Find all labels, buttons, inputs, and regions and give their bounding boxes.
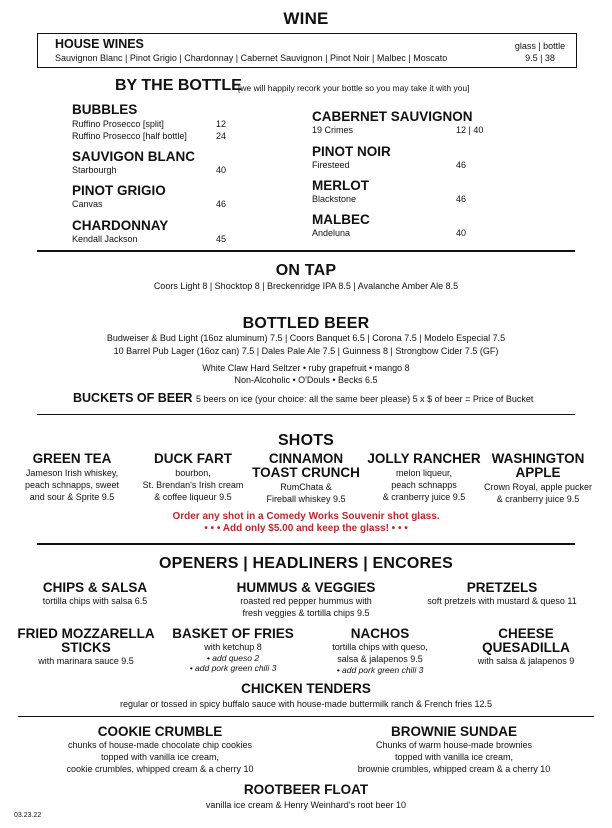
food-desc: roasted red pepper hummus with xyxy=(240,596,372,606)
food-name: COOKIE CRUMBLE xyxy=(97,724,223,739)
food-desc: regular or tossed in spicy buffalo sauce with house-made buttermilk ranch & French fries 12.5 xyxy=(119,699,493,709)
shots-title: SHOTS xyxy=(277,432,335,449)
food-addon: • add queso 2 xyxy=(206,653,260,663)
bottled-line-1: Budweiser & Bud Light (16oz aluminum) 7.5 | Coors Banquet 6.5 | Corona 7.5 | Modelo Especial 7.5 xyxy=(106,333,506,343)
shot-washington-apple xyxy=(476,452,600,505)
food-desc: soft pretzels with mustard & queso 11 xyxy=(427,596,577,606)
shot-name-2: APPLE xyxy=(515,465,561,480)
shot-name: GREEN TEA xyxy=(32,451,112,466)
shot-desc: Jameson Irish whiskey, xyxy=(25,468,119,478)
cabernet-item: 19 Crimes xyxy=(312,125,354,135)
food-desc: cookie crumbles, whipped cream & a cherry 10 xyxy=(66,764,254,774)
bottled-line-4: Non-Alcoholic • O'Douls • Becks 6.5 xyxy=(234,375,378,385)
food-addon: • add pork green chili 3 xyxy=(189,663,277,673)
food-name: BASKET OF FRIES xyxy=(172,626,294,641)
food-name: NACHOS xyxy=(350,626,410,641)
bubbles-price-1: 12 xyxy=(216,119,227,129)
food-desc: vanilla ice cream & Henry Weinhard's root beer 10 xyxy=(205,800,407,810)
shot-desc: & coffee liqueur 9.5 xyxy=(154,492,232,502)
shot-jolly-rancher xyxy=(365,452,483,503)
tap-list: Coors Light 8 | Shocktop 8 | Breckenridge IPA 8.5 | Avalanche Amber Ale 8.5 xyxy=(153,281,459,291)
shot-desc: peach schnapps xyxy=(391,480,457,490)
food-name: CHICKEN TENDERS xyxy=(241,681,371,696)
bottled-line-2: 10 Barrel Pub Lager (16oz can) 7.5 | Dales Pale Ale 7.5 | Guinness 8 | Strongbow Cider 7.5 (GF) xyxy=(113,346,499,356)
menu-date: 03.23.22 xyxy=(14,812,42,819)
pinot-grigio-price: 46 xyxy=(216,199,227,209)
food-name: FRIED MOZZARELLA xyxy=(17,626,155,641)
food-name: PRETZELS xyxy=(466,580,538,595)
chardonnay-price: 45 xyxy=(216,234,227,244)
house-wines-title: HOUSE WINES xyxy=(55,37,144,51)
food-name: CHIPS & SALSA xyxy=(42,580,148,595)
cabernet-title: CABERNET SAUVIGNON xyxy=(312,109,473,124)
shot-desc: melon liqueur, xyxy=(395,468,453,478)
food-hummus xyxy=(220,581,392,619)
chardonnay-item: Kendall Jackson xyxy=(72,234,138,244)
food-desc: with salsa & jalapenos 9 xyxy=(477,656,575,666)
food-fries xyxy=(168,627,298,673)
malbec-price: 40 xyxy=(456,228,467,238)
sauvignon-item: Starbourgh xyxy=(72,165,117,175)
bottled-title: BOTTLED BEER xyxy=(242,315,370,332)
shot-name: DUCK FART xyxy=(154,451,232,466)
food-desc: with marinara sauce 9.5 xyxy=(38,656,134,666)
cabernet-price: 12 | 40 xyxy=(456,125,484,135)
food-nachos xyxy=(315,627,445,675)
bottle-title: BY THE BOTTLE xyxy=(115,77,242,94)
shot-promo-1: Order any shot in a Comedy Works Souvenir shot glass. xyxy=(172,511,440,522)
sauvignon-title: SAUVIGON BLANC xyxy=(72,149,196,164)
house-price-label: glass | bottle xyxy=(514,41,566,51)
bubbles-item-1: Ruffino Prosecco [split] xyxy=(72,119,164,129)
divider-beer xyxy=(37,414,575,415)
merlot-item: Blackstone xyxy=(312,194,357,204)
shot-desc: Crown Royal, apple pucker xyxy=(483,482,593,492)
shot-name: JOLLY RANCHER xyxy=(367,451,481,466)
divider-food xyxy=(18,716,594,717)
tap-title: ON TAP xyxy=(275,262,337,279)
food-name: ROOTBEER FLOAT xyxy=(243,782,369,797)
buckets-title: BUCKETS OF BEER xyxy=(73,391,193,405)
food-addon: • add pork green chili 3 xyxy=(336,665,424,675)
house-wines-list: Sauvignon Blanc | Pinot Grigio | Chardonnay | Cabernet Sauvignon | Pinot Noir | Malbec | Moscato xyxy=(55,53,448,63)
food-desc: fresh veggies & tortilla chips 9.5 xyxy=(242,608,370,618)
sauvignon-price: 40 xyxy=(216,165,227,175)
divider-shots xyxy=(37,543,575,545)
wine-title: WINE xyxy=(283,9,329,28)
food-pretzels xyxy=(420,581,584,607)
shot-desc: bourbon, xyxy=(175,468,211,478)
dessert-brownie xyxy=(330,725,578,775)
pinot-grigio-item: Canvas xyxy=(72,199,103,209)
shot-duck-fart xyxy=(133,452,253,503)
food-name-2: STICKS xyxy=(61,640,111,655)
food-desc: Chunks of warm house-made brownies xyxy=(375,740,533,750)
shot-name-2: TOAST CRUNCH xyxy=(252,465,360,480)
shot-desc: Fireball whiskey 9.5 xyxy=(266,494,346,504)
food-desc: salsa & jalapenos 9.5 xyxy=(337,654,423,664)
dessert-cookie xyxy=(40,725,280,775)
malbec-item: Andeluna xyxy=(312,228,351,238)
pinot-noir-item: Firesteed xyxy=(312,160,350,170)
shot-desc: RumChata & xyxy=(280,482,332,492)
malbec-title: MALBEC xyxy=(312,212,370,227)
shot-name: CINNAMON xyxy=(268,451,344,466)
bubbles-item-2: Ruffino Prosecco [half bottle] xyxy=(72,131,187,141)
food-desc: brownie crumbles, whipped cream & a cherry 10 xyxy=(357,764,551,774)
shot-desc: and sour & Sprite 9.5 xyxy=(29,492,115,502)
food-name: CHEESE xyxy=(498,626,554,641)
pinot-noir-title: PINOT NOIR xyxy=(312,144,391,159)
buckets-desc: 5 beers on ice (your choice: all the same beer please) 5 x $ of beer = Price of Bucket xyxy=(196,394,534,404)
food-chips xyxy=(20,581,170,607)
food-name: HUMMUS & VEGGIES xyxy=(236,580,376,595)
food-name: BROWNIE SUNDAE xyxy=(390,724,517,739)
shot-green-tea xyxy=(18,452,126,503)
divider-wine xyxy=(37,250,575,252)
food-desc: topped with vanilla ice cream, xyxy=(394,752,514,762)
house-price: 9.5 | 38 xyxy=(525,53,555,63)
food-tenders xyxy=(0,682,612,710)
shot-cinnamon-toast-crunch xyxy=(250,452,362,505)
food-name-2: QUESADILLA xyxy=(482,640,570,655)
bubbles-title: BUBBLES xyxy=(72,102,138,117)
food-quesadilla xyxy=(462,627,590,667)
bottle-note: [we will happily recork your bottle so you may take it with you] xyxy=(238,83,470,93)
food-desc: topped with vanilla ice cream, xyxy=(100,752,220,762)
bubbles-price-2: 24 xyxy=(216,131,227,141)
shot-desc: & cranberry juice 9.5 xyxy=(496,494,580,504)
shot-desc: & cranberry juice 9.5 xyxy=(382,492,466,502)
chardonnay-title: CHARDONNAY xyxy=(72,218,169,233)
shot-desc: St. Brendan's Irish cream xyxy=(142,480,244,490)
dessert-float xyxy=(0,783,612,811)
food-desc: tortilla chips with queso, xyxy=(332,642,428,652)
food-desc: tortilla chips with salsa 6.5 xyxy=(42,596,148,606)
food-mozzarella xyxy=(12,627,160,667)
bottled-line-3: White Claw Hard Seltzer • ruby grapefruit • mango 8 xyxy=(202,363,410,373)
food-desc: chunks of house-made chocolate chip cookies xyxy=(67,740,253,750)
food-title: OPENERS | HEADLINERS | ENCORES xyxy=(158,555,454,572)
food-desc: with ketchup 8 xyxy=(204,642,262,652)
pinot-noir-price: 46 xyxy=(456,160,467,170)
shot-name: WASHINGTON xyxy=(491,451,585,466)
shot-promo-2: • • • Add only $5.00 and keep the glass! • • • xyxy=(204,523,408,534)
pinot-grigio-title: PINOT GRIGIO xyxy=(72,183,166,198)
merlot-price: 46 xyxy=(456,194,467,204)
merlot-title: MERLOT xyxy=(312,178,369,193)
shot-desc: peach schnapps, sweet xyxy=(24,480,120,490)
